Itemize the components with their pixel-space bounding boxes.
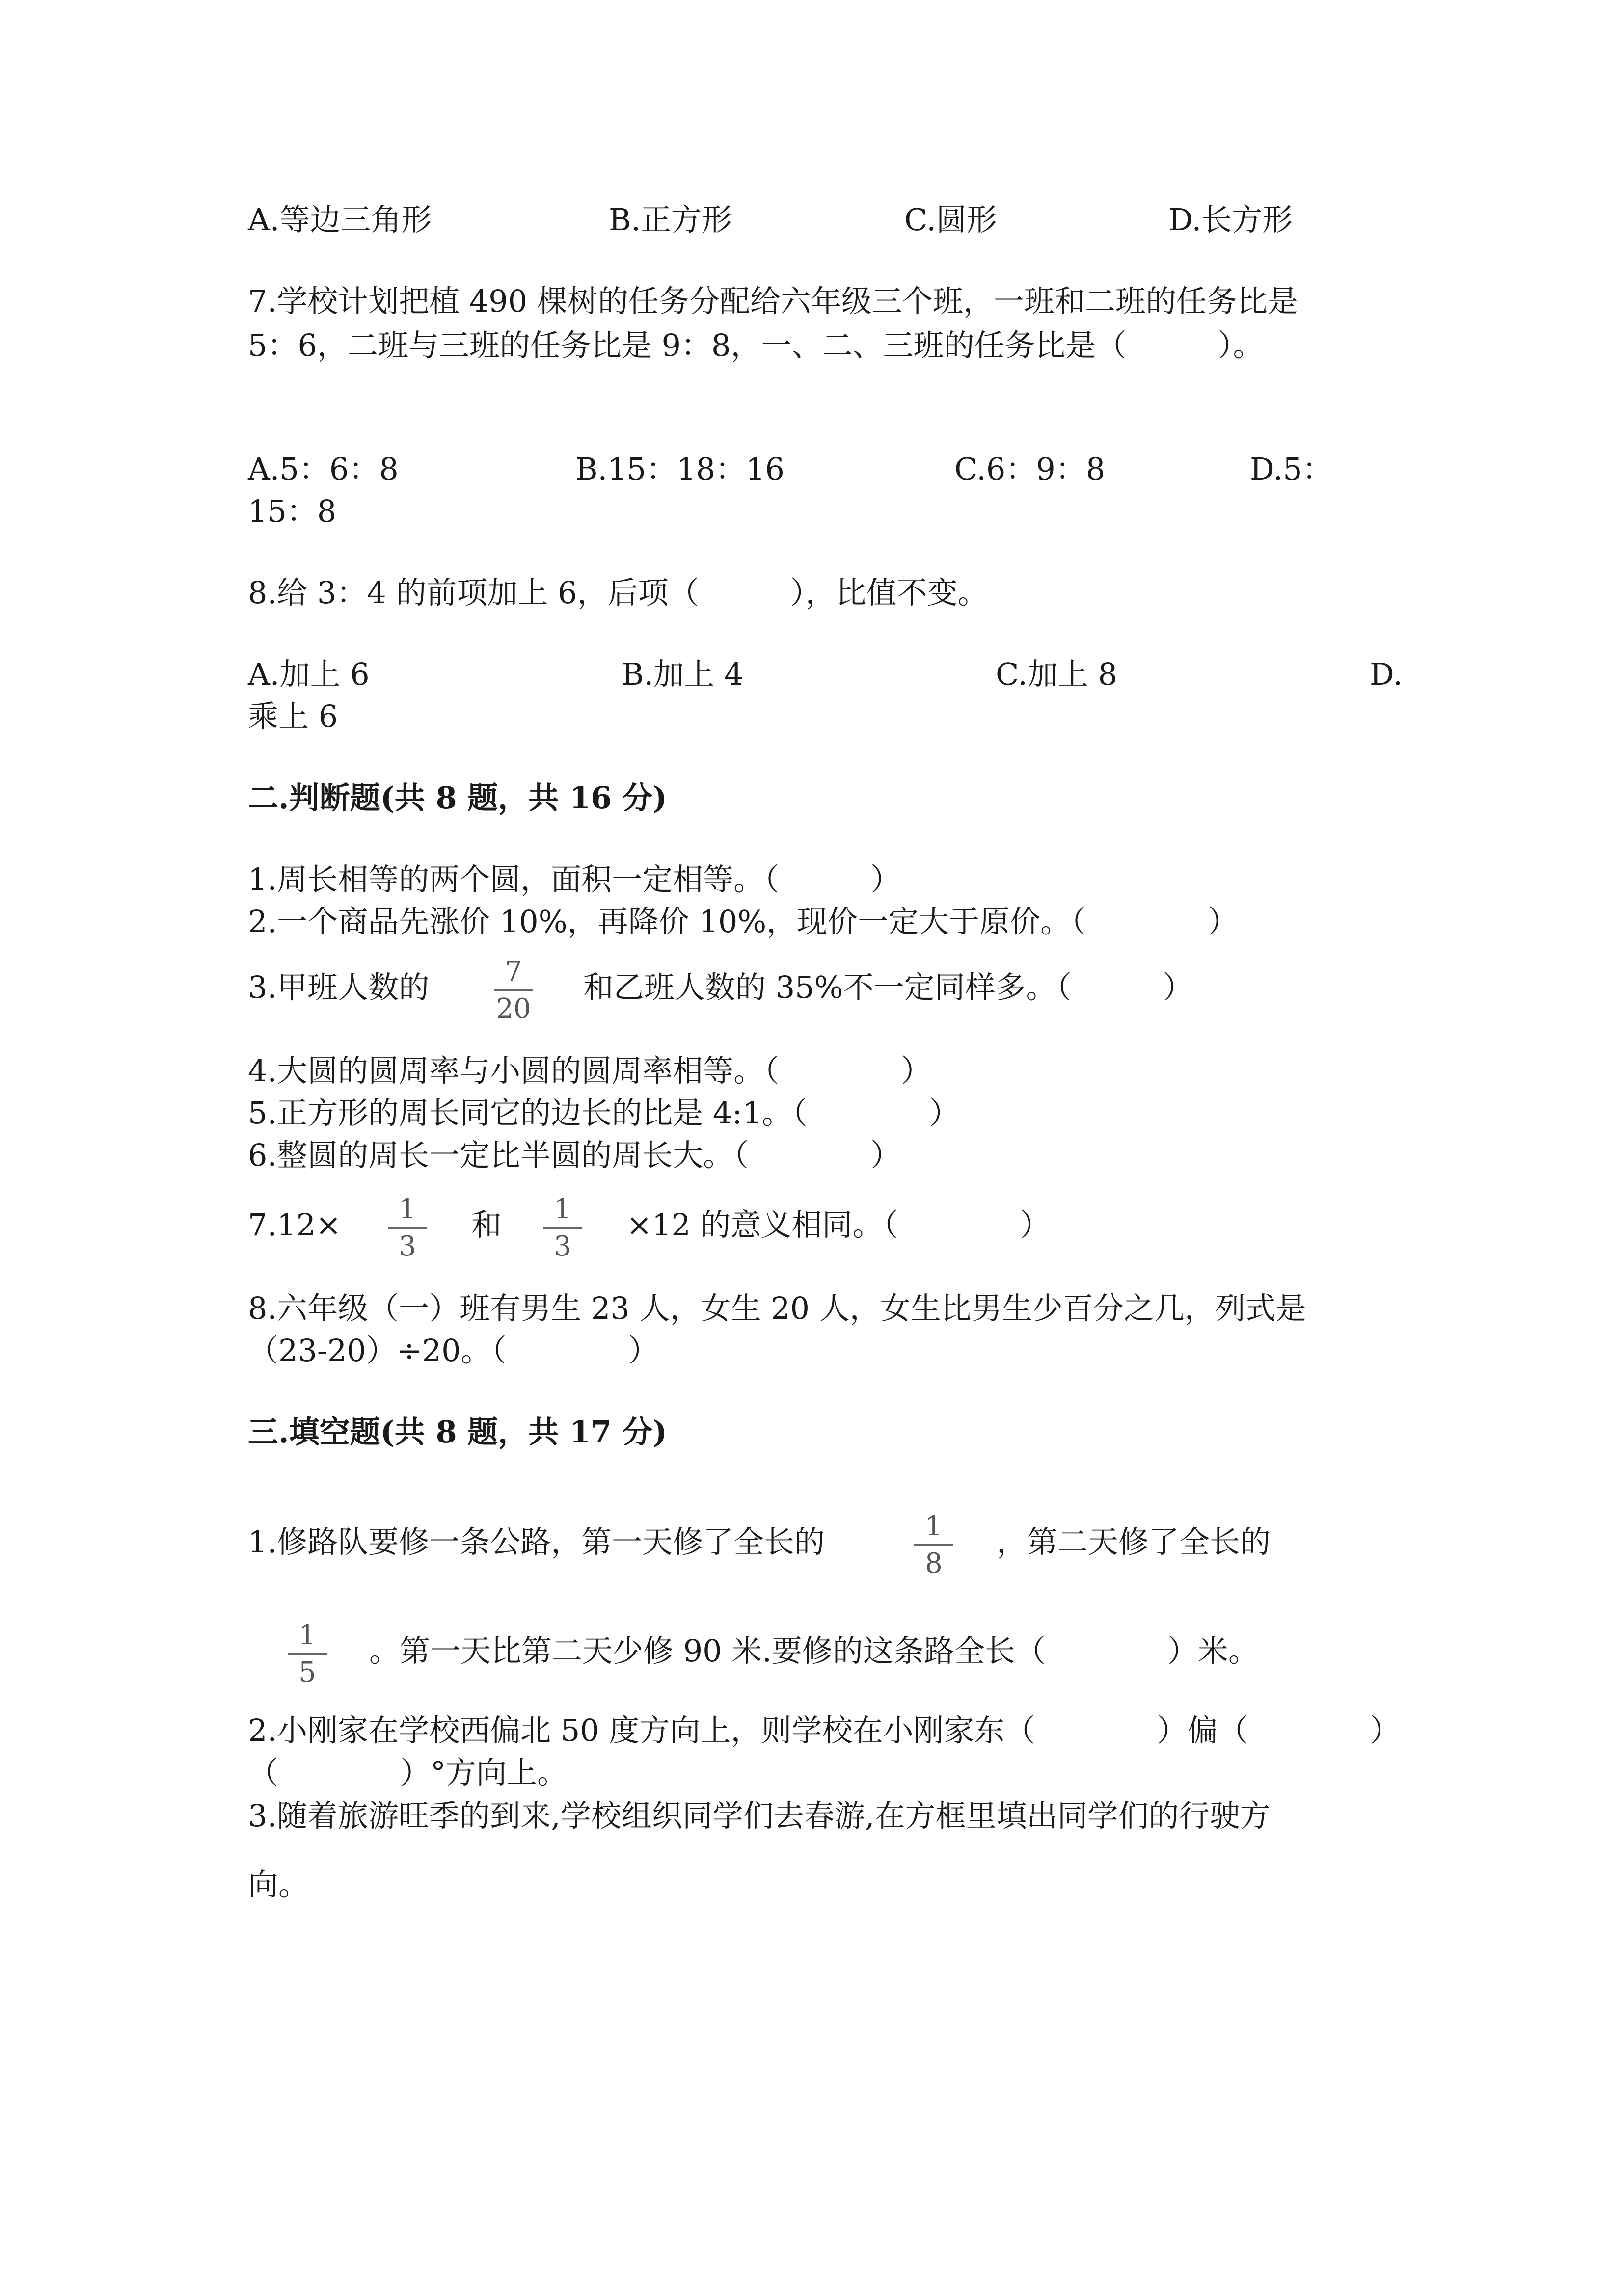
fraction-numerator: 1 [925,1510,943,1542]
fraction-numerator: 1 [399,1193,416,1225]
judge-item-4: 4.大圆的圆周率与小圆的圆周率相等。（ ） [248,1053,932,1089]
fill-item-1-post: 。第一天比第二天少修 90 米.要修的这条路全长（ ）米。 [369,1633,1259,1669]
fraction-bar [288,1653,327,1655]
q6-option-d: D.长方形 [1168,202,1293,238]
q8-option-a: A.加上 6 [248,656,370,692]
judge-item-7-post: ×12 的意义相同。（ ） [626,1207,1051,1243]
fraction-bar [494,989,533,991]
fraction-denominator: 3 [554,1230,571,1262]
q8-option-d-continued: 乘上 6 [248,698,338,734]
judge-item-8-line1: 8.六年级（一）班有男生 23 人，女生 20 人，女生比男生少百分之几，列式是 [248,1290,1306,1326]
q6-option-c: C.圆形 [904,202,997,238]
fraction-bar [914,1544,953,1546]
q6-option-b: B.正方形 [609,202,732,238]
fraction-numerator: 1 [298,1619,316,1651]
judge-item-7-fraction-2 [538,1194,587,1262]
fill-item-1-fraction-1 [909,1511,958,1579]
q8-text: 8.给 3：4 的前项加上 6，后项（ ），比值不变。 [248,575,988,611]
judge-item-5: 5.正方形的周长同它的边长的比是 4:1。（ ） [248,1095,960,1131]
fill-item-1-mid: ，第二天修了全长的 [997,1524,1271,1560]
judge-item-6: 6.整圆的周长一定比半圆的周长大。（ ） [248,1137,901,1173]
q8-option-d: D. [1370,656,1403,692]
fill-item-2-line2: （ ）°方向上。 [248,1755,568,1790]
q8-option-c: C.加上 8 [996,656,1118,692]
section-2-heading: 二.判断题(共 8 题，共 16 分) [248,780,668,816]
fill-item-3-line2: 向。 [248,1867,309,1902]
judge-item-8-line2: （23-20）÷20。（ ） [248,1333,659,1368]
fill-item-2-line1: 2.小刚家在学校西偏北 50 度方向上，则学校在小刚家东（ ）偏（ ） [248,1712,1401,1748]
judge-item-7-mid: 和 [471,1207,502,1243]
fill-item-3-line1: 3.随着旅游旺季的到来,学校组织同学们去春游,在方框里填出同学们的行驶方 [248,1798,1271,1834]
q8-option-b: B.加上 4 [622,656,744,692]
q7-option-d: D.5： [1250,451,1333,487]
judge-item-7-fraction-1 [383,1194,432,1262]
judge-item-3-pre: 3.甲班人数的 [248,969,430,1005]
q7-option-a: A.5：6：8 [248,451,399,487]
judge-item-2: 2.一个商品先涨价 10%，再降价 10%，现价一定大于原价。（ ） [248,904,1239,939]
section-3-heading: 三.填空题(共 8 题，共 17 分) [248,1414,668,1450]
fraction-denominator: 3 [399,1230,416,1262]
judge-item-3-post: 和乙班人数的 35%不一定同样多。（ ） [583,969,1193,1005]
q7-option-b: B.15：18：16 [575,451,785,487]
fraction-numerator: 1 [554,1193,571,1225]
fraction-denominator: 5 [298,1656,316,1688]
fraction-bar [388,1227,427,1229]
fraction-denominator: 20 [496,993,531,1025]
fill-item-1-fraction-2 [283,1620,332,1688]
fraction-denominator: 8 [925,1548,943,1579]
fraction-numerator: 7 [505,956,522,988]
q7-text-line1: 7.学校计划把植 490 棵树的任务分配给六年级三个班，一班和二班的任务比是 [248,283,1298,319]
q7-option-d-continued: 15：8 [248,493,337,529]
q6-option-a: A.等边三角形 [248,202,432,238]
fill-item-1-pre: 1.修路队要修一条公路，第一天修了全长的 [248,1524,825,1560]
q7-option-c: C.6：9：8 [954,451,1106,487]
judge-item-1: 1.周长相等的两个圆，面积一定相等。（ ） [248,861,901,897]
q7-text-line2: 5：6，二班与三班的任务比是 9：8，一、二、三班的任务比是（ ）。 [248,327,1264,363]
fraction-bar [543,1227,582,1229]
judge-item-7-pre: 7.12× [248,1207,341,1243]
judge-item-3-fraction [489,956,538,1025]
